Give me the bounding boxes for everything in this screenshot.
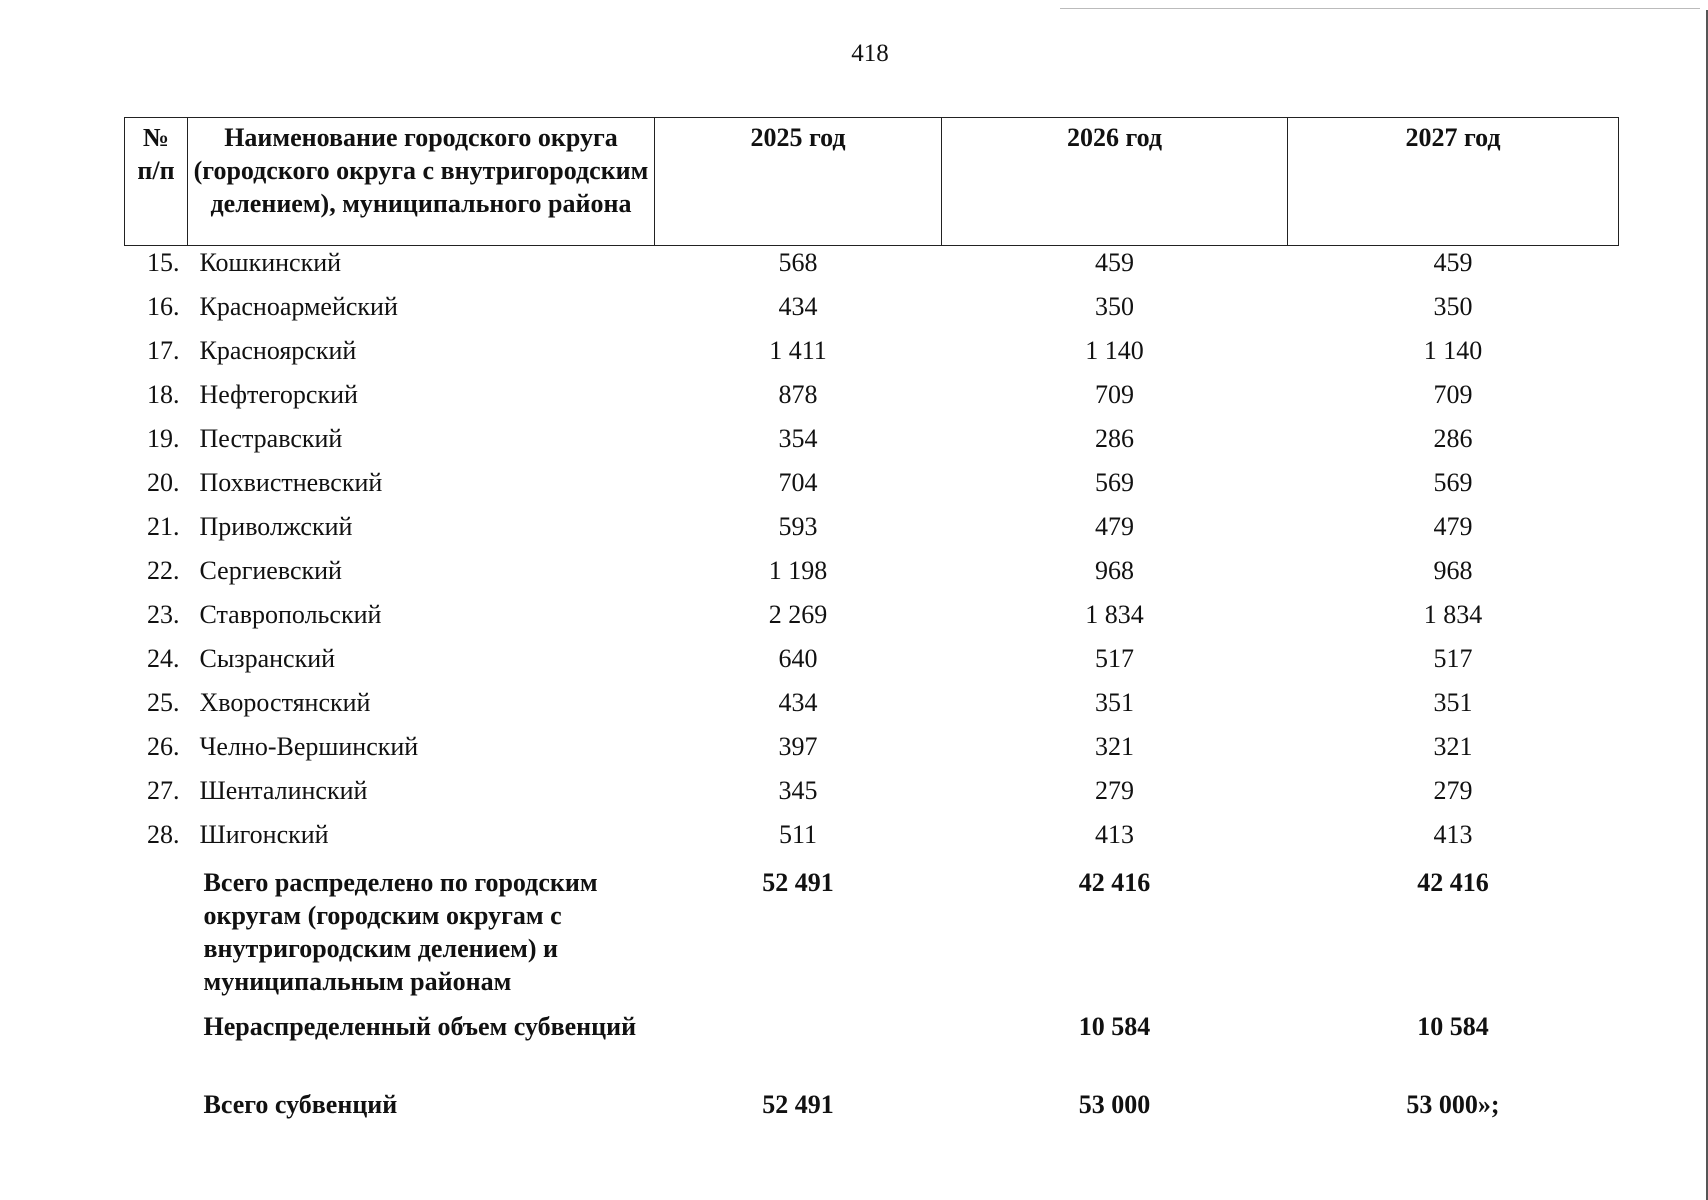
summary-label: Нераспределенный объем субвенций xyxy=(203,1012,637,1041)
row-value-2025: 593 xyxy=(778,512,818,541)
row-value-2027: 479 xyxy=(1433,512,1473,541)
row-value-2026: 459 xyxy=(1095,248,1134,277)
row-value-2027: 1 140 xyxy=(1423,336,1483,365)
row-name: Челно-Вершинский xyxy=(199,732,419,761)
summary-num xyxy=(125,1006,188,1084)
table-row xyxy=(125,686,1619,730)
row-number: 27. xyxy=(147,776,180,805)
row-value-2027: 517 xyxy=(1433,644,1473,673)
table-row xyxy=(125,554,1619,598)
row-value-2027: 459 xyxy=(1433,248,1473,277)
table-header xyxy=(125,118,1619,246)
summary-value-2025: 52 491 xyxy=(762,868,834,897)
row-value-2025: 878 xyxy=(778,380,818,409)
table-row xyxy=(125,466,1619,510)
row-name: Красноярский xyxy=(199,336,357,365)
row-value-2025: 354 xyxy=(778,424,818,453)
row-name: Сергиевский xyxy=(199,556,342,585)
header-2026: 2026 год xyxy=(942,118,1288,246)
row-number: 20. xyxy=(147,468,180,497)
row-number: 23. xyxy=(147,600,180,629)
summary-num xyxy=(125,1084,188,1128)
summary-num xyxy=(125,862,188,1006)
summary-row-undistributed xyxy=(125,1006,1619,1084)
table-row xyxy=(125,818,1619,862)
row-name: Кошкинский xyxy=(199,248,342,277)
row-value-2026: 479 xyxy=(1095,512,1134,541)
row-value-2026: 1 834 xyxy=(1085,600,1144,629)
row-value-2026: 569 xyxy=(1095,468,1134,497)
summary-value-2026: 53 000 xyxy=(1078,1090,1151,1119)
row-name: Нефтегорский xyxy=(199,380,358,409)
row-name: Красноармейский xyxy=(199,292,398,321)
row-value-2026: 351 xyxy=(1095,688,1134,717)
row-value-2026: 413 xyxy=(1095,820,1134,849)
scan-top-edge xyxy=(1060,8,1700,9)
summary-label: Всего субвенций xyxy=(203,1090,398,1119)
summary-row-distributed xyxy=(125,862,1619,1006)
row-name: Пестравский xyxy=(199,424,343,453)
row-value-2027: 413 xyxy=(1433,820,1473,849)
row-number: 17. xyxy=(147,336,180,365)
header-name: Наименование городского округа (городского округа с внутригородским делением), муниципального района xyxy=(188,118,655,246)
header-num: № п/п xyxy=(125,118,188,246)
subvention-table xyxy=(124,117,1619,1128)
table-row xyxy=(125,334,1619,378)
row-value-2025: 704 xyxy=(778,468,818,497)
row-value-2025: 1 411 xyxy=(769,336,827,365)
row-value-2026: 1 140 xyxy=(1085,336,1144,365)
table-row xyxy=(125,730,1619,774)
summary-value-2025: 52 491 xyxy=(762,1090,834,1119)
row-number: 21. xyxy=(147,512,180,541)
row-value-2025: 568 xyxy=(778,248,818,277)
row-value-2025: 397 xyxy=(778,732,818,761)
header-row xyxy=(125,118,1619,246)
row-value-2027: 968 xyxy=(1433,556,1473,585)
summary-value-2027: 10 584 xyxy=(1417,1012,1489,1041)
header-2025: 2025 год xyxy=(655,118,942,246)
row-name: Шигонский xyxy=(199,820,329,849)
table-row xyxy=(125,246,1619,291)
summary-label: Всего распределено по городским округам (городским округам с внутригородским делением) и муниципальным районам xyxy=(203,868,598,996)
row-number: 28. xyxy=(147,820,180,849)
row-value-2027: 350 xyxy=(1433,292,1473,321)
row-value-2027: 1 834 xyxy=(1423,600,1483,629)
header-2027: 2027 год xyxy=(1288,118,1619,246)
row-value-2026: 709 xyxy=(1095,380,1134,409)
row-name: Шенталинский xyxy=(199,776,368,805)
row-value-2027: 351 xyxy=(1433,688,1473,717)
row-value-2027: 709 xyxy=(1433,380,1473,409)
row-value-2025: 1 198 xyxy=(768,556,828,585)
table-row xyxy=(125,290,1619,334)
row-value-2026: 286 xyxy=(1095,424,1134,453)
summary-value-2027: 42 416 xyxy=(1417,868,1489,897)
table-row xyxy=(125,510,1619,554)
table-row xyxy=(125,378,1619,422)
row-name: Приволжский xyxy=(199,512,353,541)
table-body xyxy=(125,246,1619,1129)
table-row xyxy=(125,422,1619,466)
row-number: 16. xyxy=(147,292,180,321)
row-number: 19. xyxy=(147,424,180,453)
row-name: Похвистневский xyxy=(199,468,383,497)
row-name: Ставропольский xyxy=(199,600,382,629)
row-value-2025: 434 xyxy=(778,688,818,717)
summary-value-2026: 10 584 xyxy=(1078,1012,1151,1041)
table-row xyxy=(125,598,1619,642)
summary-row-total xyxy=(125,1084,1619,1128)
row-value-2026: 350 xyxy=(1095,292,1134,321)
row-value-2025: 345 xyxy=(778,776,818,805)
row-number: 22. xyxy=(147,556,180,585)
row-value-2027: 279 xyxy=(1433,776,1473,805)
summary-value-2026: 42 416 xyxy=(1078,868,1151,897)
row-number: 18. xyxy=(147,380,180,409)
row-number: 15. xyxy=(147,248,180,277)
row-value-2025: 2 269 xyxy=(768,600,828,629)
row-value-2027: 321 xyxy=(1433,732,1473,761)
row-value-2027: 286 xyxy=(1433,424,1473,453)
table-row xyxy=(125,774,1619,818)
row-name: Хворостянский xyxy=(199,688,371,717)
row-name: Сызранский xyxy=(199,644,336,673)
row-value-2026: 321 xyxy=(1095,732,1134,761)
page-number: 418 xyxy=(851,40,889,67)
row-value-2026: 968 xyxy=(1095,556,1134,585)
row-value-2025: 640 xyxy=(778,644,818,673)
row-value-2026: 279 xyxy=(1095,776,1134,805)
row-value-2027: 569 xyxy=(1433,468,1473,497)
row-value-2025: 511 xyxy=(778,820,818,849)
row-value-2025: 434 xyxy=(778,292,818,321)
row-number: 25. xyxy=(147,688,180,717)
row-value-2026: 517 xyxy=(1095,644,1134,673)
summary-value-2027: 53 000»; xyxy=(1406,1090,1500,1119)
row-number: 26. xyxy=(147,732,180,761)
row-number: 24. xyxy=(147,644,180,673)
table-row xyxy=(125,642,1619,686)
summary-value-2025 xyxy=(655,1006,942,1084)
